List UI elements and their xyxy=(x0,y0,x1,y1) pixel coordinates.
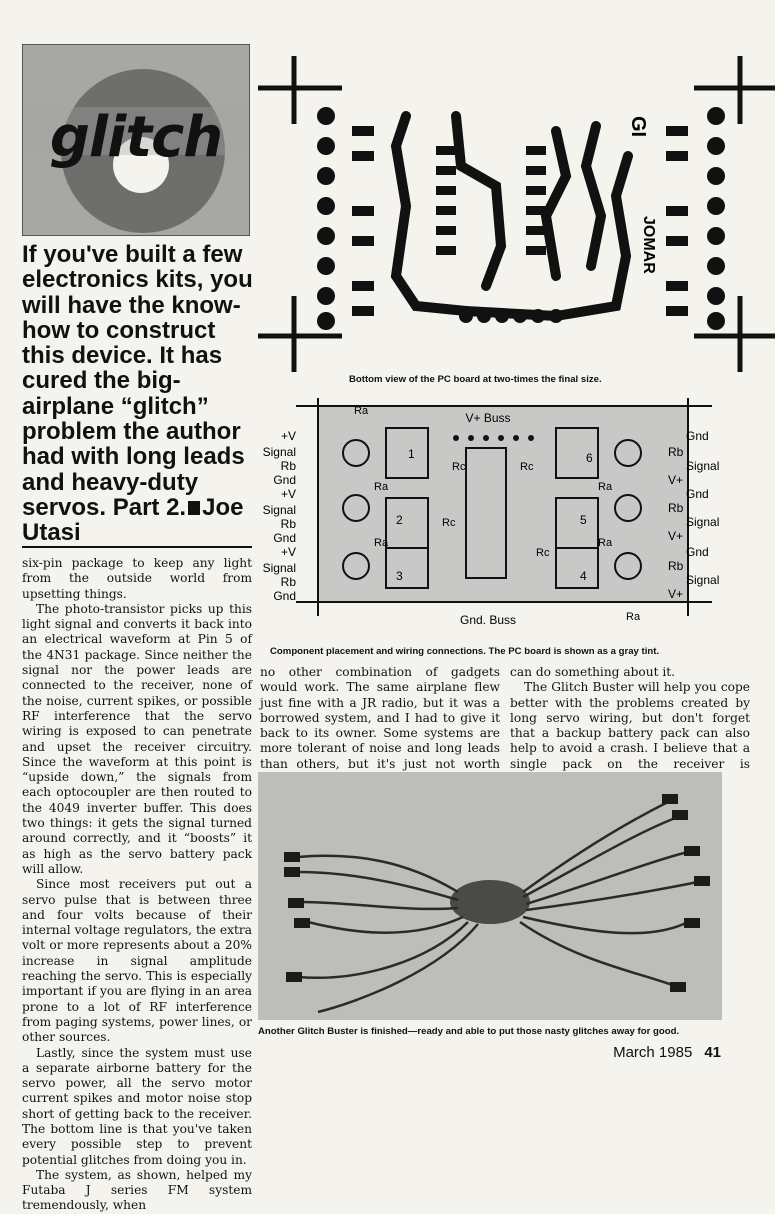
v-buss-label: V+ Buss xyxy=(465,411,511,425)
paragraph: no other combination of gadgets would work. The same airplane flew just fine with a JR radio, but it was a borrowed system, and I had to give it back to its owner. Some systems are more tolerant of noise and long leads than others, but it's just not worth xyxy=(260,665,500,771)
deck-rule xyxy=(22,546,252,548)
middle-column xyxy=(260,665,500,787)
left-label: +V xyxy=(280,429,296,443)
left-label: Gnd xyxy=(273,473,296,487)
rc-label: Rc xyxy=(520,461,534,473)
channel-number: 4 xyxy=(580,569,587,583)
page-number: 41 xyxy=(704,1044,721,1061)
channel-number: 1 xyxy=(408,447,415,461)
left-column xyxy=(22,556,252,1214)
right-label: V+ xyxy=(668,473,684,487)
right-label: Signal xyxy=(686,515,720,529)
right-label: Rb xyxy=(668,445,684,459)
left-label: +V xyxy=(280,545,296,559)
channel-number: 3 xyxy=(396,569,403,583)
paragraph: The system, as shown, helped my Futaba J series FM system tremendously, when xyxy=(22,1167,252,1213)
deck-text: If you've built a few electronics kits, you will have the know-how to construct this device. It has cured the big-airplane “glitch” problem the author had with long leads and heavy-duty servos. Part 2. xyxy=(22,241,253,521)
left-label: Rb xyxy=(280,517,296,531)
paragraph: can do something about it. xyxy=(510,665,676,679)
right-label: Gnd xyxy=(686,429,709,443)
end-square-icon xyxy=(188,501,200,515)
paragraph: Lastly, since the system must use a separate airborne battery for the servo power, all the servo motor current spikes and motor noise stop short of getting back to the receiver. The bottom line is that you've taken every possible step to prevent potential glitches from doing you in. xyxy=(22,1045,252,1167)
pcb-marking-left: GI xyxy=(627,116,649,138)
pcb-caption: Bottom view of the PC board at two-times the final size. xyxy=(349,374,602,385)
right-label: V+ xyxy=(668,529,684,543)
right-label: Rb xyxy=(668,559,684,573)
issue-date: March 1985 xyxy=(613,1044,693,1061)
ra-label: Ra xyxy=(374,481,389,493)
article-deck xyxy=(22,242,254,546)
ra-label: Ra xyxy=(626,611,641,623)
left-label: Signal xyxy=(262,445,296,459)
pcb-artwork xyxy=(256,56,775,372)
paragraph: The Glitch Buster will help you cope better with the problems created by long servo wiring, but don't forget that a backup battery pack can also help to avoid a crash. I believe that a single pack on the receiver is xyxy=(510,680,750,771)
photo-caption: Another Glitch Buster is finished—ready and able to put those nasty glitches away for good. xyxy=(258,1026,680,1037)
right-label: Gnd xyxy=(686,545,709,559)
rc-label: Rc xyxy=(536,547,550,559)
channel-number: 6 xyxy=(586,451,593,465)
author-name: Joe Utasi xyxy=(22,493,244,547)
paragraph: The photo-transistor picks up this light signal and converts it back into an electrical waveform at Pin 5 of the 4N31 package. Since neither the signal nor the power leads are connected to the receiver, none of the noise, current spikes, or possible RF interference that the servo wiring is exposed to can penetrate and upset the receiver circuitry. Since the waveform at this point is “upside down,” the signals from each optocoupler are then routed to the 4049 inverter buffer. This does two things: it gets the signal turned around correctly, and it “boosts” it as high as the servo battery pack will allow. xyxy=(22,601,252,876)
left-label: +V xyxy=(280,487,296,501)
wiring-caption: Component placement and wiring connections. The PC board is shown as a gray tint. xyxy=(270,646,660,657)
logo-word: glitch xyxy=(49,105,223,170)
right-label: Gnd xyxy=(686,487,709,501)
right-label: Signal xyxy=(686,459,720,473)
logo-box xyxy=(22,44,250,236)
channel-number: 2 xyxy=(396,513,403,527)
right-label: Rb xyxy=(668,501,684,515)
right-label: Signal xyxy=(686,573,720,587)
page-footer xyxy=(613,1044,721,1061)
gnd-buss-label: Gnd. Buss xyxy=(459,613,517,627)
ra-label: Ra xyxy=(598,537,613,549)
left-label: Signal xyxy=(262,503,296,517)
left-label: Rb xyxy=(280,575,296,589)
channel-number: 5 xyxy=(580,513,587,527)
ra-label: Ra xyxy=(354,405,369,417)
glitch-buster-photo xyxy=(258,772,722,1020)
left-label: Rb xyxy=(280,459,296,473)
wiring-diagram xyxy=(256,398,774,628)
left-label: Gnd xyxy=(273,589,296,603)
left-label: Gnd xyxy=(273,531,296,545)
right-label: V+ xyxy=(668,587,684,601)
photo-graphic xyxy=(258,772,722,1020)
paragraph: Since most receivers put out a servo pulse that is between three and four volts because of their internal voltage regulators, the extra volt or more represents about a 20% increase in signal amplitude reaching the servo. This is especially important if you are flying in an area prone to a lot of RF interference from paging systems, power lines, or other sources. xyxy=(22,877,252,1045)
pcb-marking-right: JOMAR xyxy=(640,216,657,274)
right-column xyxy=(510,665,750,787)
paragraph: six-pin package to keep any light from the outside world from upsetting things. xyxy=(22,556,252,601)
rc-label: Rc xyxy=(442,517,456,529)
ra-label: Ra xyxy=(374,537,389,549)
ra-label: Ra xyxy=(598,481,613,493)
left-label: Signal xyxy=(262,561,296,575)
rc-label: Rc xyxy=(452,461,466,473)
